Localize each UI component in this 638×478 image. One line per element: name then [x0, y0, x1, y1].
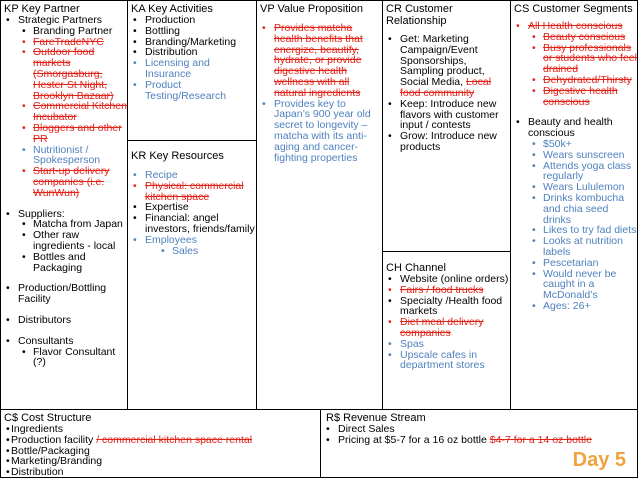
list-item-text: Bloggers and other PR — [33, 121, 122, 145]
key-resources-title: KR Key Resources — [131, 150, 224, 162]
list-item — [1, 145, 127, 167]
list-item — [511, 161, 637, 183]
revenue-stream-list — [321, 424, 637, 446]
list-item — [383, 350, 510, 372]
list-item — [383, 131, 510, 153]
list-item — [1, 283, 127, 305]
list-item — [511, 117, 637, 139]
list-item-text: Direct Sales — [338, 423, 395, 435]
customer-relationship-list — [383, 34, 510, 153]
list-item-text: Expertise — [145, 201, 189, 214]
struck-text: Local food community — [400, 76, 492, 99]
list-item-text: FareTradeNYC — [33, 35, 104, 48]
list-item — [511, 193, 637, 225]
list-item-text: Specialty /Health food markets — [400, 294, 503, 318]
list-item-text: $50k+ — [543, 137, 572, 150]
key-partner-title: KP Key Partner — [4, 3, 80, 15]
list-item-text: Branding/Marketing — [145, 35, 237, 48]
list-item — [383, 99, 510, 131]
list-item-text: Beauty conscious — [543, 30, 626, 43]
list-item — [383, 296, 510, 318]
list-item-text: Provides matcha health benefits that energize, beautify, hydrate, or provide digestive health wellness with all natural ingredients — [274, 22, 363, 99]
list-item-text: Physical: commercial kitchen space — [145, 179, 244, 203]
list-item-text: Attends yoga class regularly — [543, 159, 632, 183]
list-item-text: Would never be caught in a McDonald’s — [543, 267, 617, 302]
list-item-text: Pescetarian — [543, 256, 599, 269]
customer-segments-list — [511, 21, 637, 312]
value-proposition-list — [257, 23, 382, 163]
list-item — [1, 123, 127, 145]
list-item — [1, 467, 320, 478]
list-item-text: Distribution — [145, 46, 198, 59]
list-item-text: Looks at nutrition labels — [543, 235, 623, 258]
list-item-text: Bottling — [145, 24, 181, 37]
cost-structure-title: C$ Cost Structure — [4, 412, 92, 424]
list-item-text: Strategic Partners — [18, 14, 103, 26]
list-item-text: Flavor Consultant (?) — [33, 345, 116, 369]
list-item-text: Fairs / food trucks — [400, 283, 484, 296]
list-item-text: Beauty and health conscious — [528, 116, 613, 140]
list-item-text: Dehydrated/Thirsty — [543, 73, 632, 86]
list-item — [257, 23, 382, 99]
list-item-text: Commercial Kitchen Incubator — [33, 100, 127, 124]
list-item — [1, 230, 127, 252]
list-item — [511, 43, 637, 75]
list-item-text: Keep: Introduce new flavors with customer input / contests — [400, 97, 499, 132]
list-item-text: All Health conscious — [528, 20, 623, 32]
channel-title: CH Channel — [386, 262, 446, 274]
list-item-text: Ingredients — [11, 423, 63, 435]
key-activities-title: KA Key Activities — [131, 3, 213, 15]
customer-segments-box — [510, 0, 638, 410]
list-item — [257, 99, 382, 164]
list-item-text: Production — [145, 14, 196, 26]
list-item-text: Outdoor food markets (Smorgasburg, Hester St Night, Brooklyn Bazaar) — [33, 46, 114, 102]
list-item — [1, 252, 127, 274]
list-item-text: Licensing and Insurance — [145, 57, 210, 80]
list-item-text: Consultants — [18, 334, 74, 347]
customer-segments-title: CS Customer Segments — [514, 3, 633, 15]
list-item — [128, 58, 256, 80]
list-item-text: Digestive health conscious — [543, 84, 618, 108]
day-label: Day 5 — [572, 449, 626, 471]
list-item — [383, 317, 510, 339]
list-item-text: Spas — [400, 337, 424, 350]
value-proposition-title: VP Value Proposition — [260, 3, 363, 15]
list-item-text: Wears sunscreen — [543, 148, 625, 161]
list-item-text: Bottle/Packaging — [11, 444, 90, 457]
list-item-text: Diet meal delivery companies — [400, 316, 484, 339]
list-item-text: Distributors — [18, 313, 72, 326]
customer-relationship-box — [382, 0, 511, 252]
list-item — [511, 301, 637, 312]
struck-text: $4-7 for a 14 oz bottle — [489, 433, 592, 446]
list-item — [383, 34, 510, 99]
list-item — [128, 213, 256, 235]
channel-list — [383, 274, 510, 371]
list-item-text: Production facility — [11, 433, 97, 446]
list-item-text: Distribution — [11, 466, 64, 478]
list-item-text: Provides key to Japan’s 900 year old secret to longevity – matcha with its anti-aging and cancer-fighting properties — [274, 97, 371, 164]
cost-structure-list — [1, 424, 320, 478]
list-item-text: Bottles and Packaging — [33, 250, 86, 274]
list-item — [511, 269, 637, 301]
list-item-text: Wears Lululemon — [543, 181, 625, 194]
list-item-text: Other raw ingredients - local — [33, 229, 116, 252]
list-item-text: Production/Bottling Facility — [18, 282, 107, 306]
list-item — [1, 347, 127, 369]
list-item — [128, 80, 256, 102]
list-item-text: Busy professionals or students who feel drained — [543, 41, 637, 76]
list-item-text: Get: Marketing Campaign/Event Sponsorships, Sampling product, Social Media, — [400, 33, 485, 89]
key-partner-list — [1, 15, 127, 368]
key-resources-list — [128, 170, 256, 256]
revenue-stream-title: R$ Revenue Stream — [326, 412, 426, 424]
list-item — [511, 86, 637, 108]
list-item-text: Employees — [145, 233, 197, 246]
list-item-text: Grow: Introduce new products — [400, 130, 497, 153]
list-item-text: Branding Partner — [33, 24, 113, 37]
list-item-text: Recipe — [145, 169, 178, 181]
struck-text: / commercial kitchen space rental — [96, 433, 253, 446]
list-item — [1, 315, 127, 326]
list-item-text: Start-up delivery companies (i.e. WunWun) — [33, 165, 110, 199]
list-item — [511, 236, 637, 258]
list-item-text: Likes to try fad diets — [543, 224, 637, 237]
key-activities-box — [127, 0, 257, 141]
list-item — [1, 47, 127, 101]
list-item-text: Website (online orders) — [400, 273, 509, 285]
key-resources-box — [127, 140, 257, 410]
cost-structure-box — [0, 409, 321, 478]
list-item — [1, 166, 127, 198]
list-item-text: Sales — [172, 244, 199, 257]
customer-relationship-title: CR Customer Relationship — [386, 3, 453, 27]
key-activities-list — [128, 15, 256, 101]
list-item-text: Ages: 26+ — [543, 299, 591, 312]
list-item — [128, 181, 256, 203]
key-partner-box — [0, 0, 128, 410]
list-item-text: Product Testing/Research — [145, 78, 227, 102]
list-item-text: Upscale cafes in department stores — [400, 348, 485, 372]
list-item-text: Suppliers: — [18, 207, 65, 220]
list-item-text: Nutritionist / Spokesperson — [33, 143, 101, 167]
list-item — [1, 101, 127, 123]
value-proposition-box — [256, 0, 383, 410]
list-item — [321, 435, 637, 446]
list-item-text: Marketing/Branding — [11, 455, 103, 468]
list-item-text: Drinks kombucha and chia seed drinks — [543, 191, 625, 226]
list-item — [128, 246, 256, 257]
list-item-text: Financial: angel investors, friends/family — [145, 212, 255, 235]
channel-box — [382, 251, 511, 410]
list-item-text: Pricing at $5-7 for a 16 oz bottle — [338, 433, 490, 446]
list-item-text: Matcha from Japan — [33, 218, 123, 231]
